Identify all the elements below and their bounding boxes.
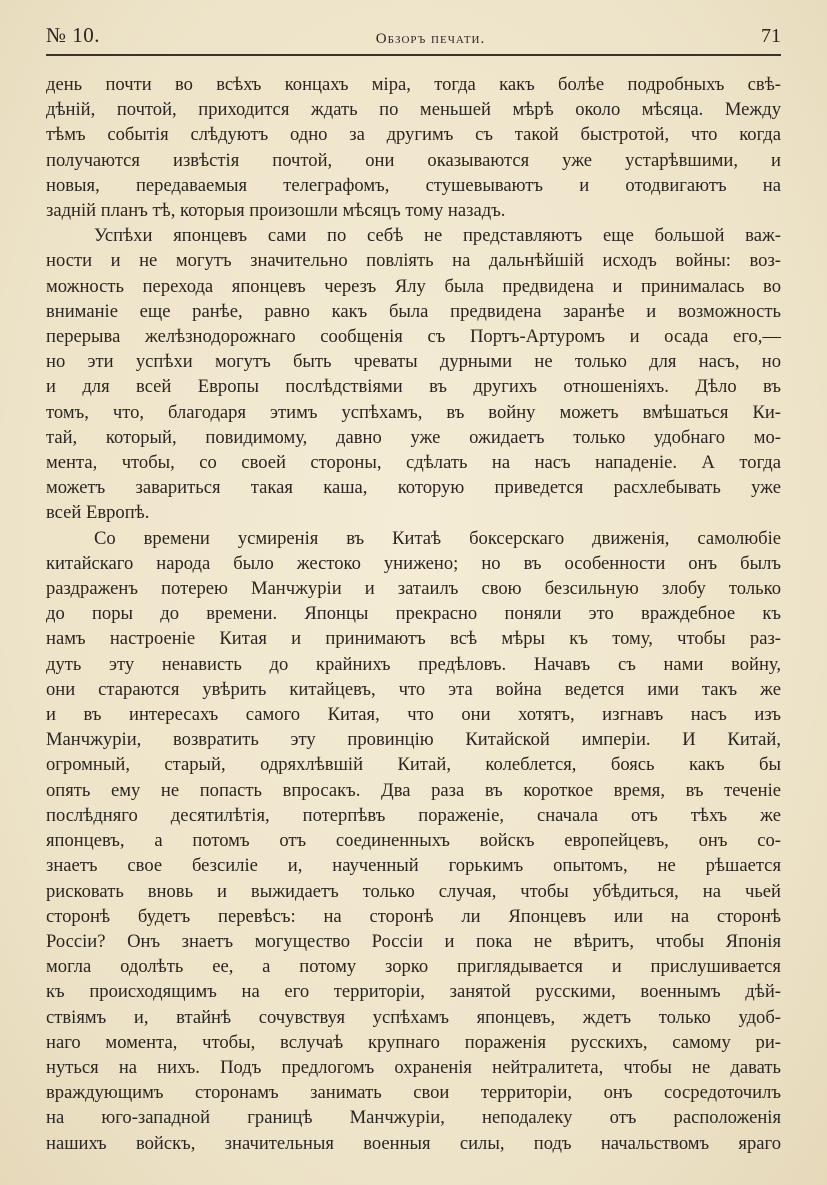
running-header (46, 18, 781, 56)
article-body (46, 72, 781, 1156)
text-line: раздраженъ потерею Манчжуріи и затаилъ свою безсильную злобу только (46, 578, 781, 600)
text-line: Со времени усмиренія въ Китаѣ боксерскаго движенія, самолюбіе (94, 527, 781, 549)
text-line: получаются извѣстія почтой, они оказываются уже устарѣвшими, и (46, 149, 781, 171)
text-line: нашихъ войскъ, значительныя военныя силы, подъ начальствомъ яраго (46, 1132, 781, 1154)
text-line: можность перехода японцевъ черезъ Ялу была предвидена и принималась во (46, 275, 781, 297)
text-line: можетъ завариться такая каша, которую приведется расхлебывать уже (46, 477, 781, 499)
text-line: до поры до времени. Японцы прекрасно поняли это враждебное къ (46, 603, 781, 625)
text-line: всей Европѣ. (46, 502, 150, 524)
text-line: послѣдняго десятилѣтія, потерпѣвъ пораженіе, сначала отъ тѣхъ же (46, 804, 781, 826)
text-line: и для всей Европы послѣдствіями въ другихъ отношеніяхъ. Дѣло въ (46, 376, 781, 398)
text-line: японцевъ, а потомъ отъ соединенныхъ войскъ европейцевъ, онъ со- (46, 830, 781, 852)
text-line: огромный, старый, одряхлѣвшій Китай, колеблется, боясь какъ бы (46, 754, 781, 776)
text-line: задній планъ тѣ, которыя произошли мѣсяцъ тому назадъ. (46, 200, 506, 222)
text-line: они стараются увѣрить китайцевъ, что эта война ведется ими такъ же (46, 678, 781, 700)
text-line: день почти во всѣхъ концахъ міра, тогда какъ болѣе подробныхъ свѣ- (46, 74, 781, 95)
text-line: наго момента, чтобы, вслучаѣ крупнаго пораженія русскихъ, самому ри- (46, 1031, 781, 1053)
page-number: 71 (761, 25, 781, 47)
text-line: китайскаго народа было жестоко унижено; но въ особенности онъ былъ (46, 552, 781, 574)
text-line: нуться на нихъ. Подъ предлогомъ охраненія нейтралитета, чтобы не давать (46, 1056, 781, 1078)
paragraph (46, 223, 781, 525)
text-line: опять ему не попасть впросакъ. Два раза въ короткое время, въ теченіе (46, 779, 781, 801)
paragraph (46, 72, 781, 223)
text-line: Манчжуріи, возвратить эту провинцію Китайской имперіи. И Китай, (46, 729, 781, 751)
text-line: томъ, что, благодаря этимъ успѣхамъ, въ войну можетъ вмѣшаться Ки- (46, 401, 781, 423)
text-line: но эти успѣхи могутъ быть чреваты дурными не только для насъ, но (46, 351, 781, 373)
text-line: и въ интересахъ самого Китая, что они хотятъ, изгнавъ насъ изъ (46, 704, 781, 726)
text-line: враждующимъ сторонамъ занимать свои территоріи, онъ сосредоточилъ (46, 1082, 781, 1104)
text-line: ности и не могутъ значительно повліять на дальнѣйшій исходъ войны: воз- (46, 250, 781, 272)
text-line: новыя, передаваемыя телеграфомъ, стушевываютъ и отодвигаютъ на (46, 174, 781, 196)
text-line: мента, чтобы, со своей стороны, сдѣлать на насъ нападеніе. А тогда (46, 452, 781, 474)
text-line: намъ настроеніе Китая и принимаютъ всѣ мѣры къ тому, чтобы раз- (46, 628, 781, 650)
text-line: Россіи? Онъ знаетъ могущество Россіи и пока не вѣритъ, чтобы Японія (46, 930, 781, 952)
text-line: вниманіе еще ранѣе, равно какъ была предвидена заранѣе и возможность (46, 300, 781, 322)
text-line: могла одолѣть ее, а потому зорко приглядывается и прислушивается (46, 956, 781, 978)
text-line: перерыва желѣзнодорожнаго сообщенія съ Портъ-Артуромъ и осада его,— (46, 326, 781, 348)
text-line: рисковать вновь и выжидаетъ только случая, чтобы убѣдиться, на чьей (46, 880, 781, 902)
paragraph (46, 526, 781, 1156)
text-line: тай, который, повидимому, давно уже ожидаетъ только удобнаго мо- (46, 426, 781, 448)
text-line: тѣмъ событія слѣдуютъ одно за другимъ съ такой быстротой, что когда (46, 124, 781, 146)
text-line: ствіямъ и, втайнѣ сочувствуя успѣхамъ японцевъ, ждетъ только удоб- (46, 1006, 781, 1028)
text-line: дѣній, почтой, приходится ждать по меньшей мѣрѣ около мѣсяца. Между (46, 99, 781, 121)
text-line: сторонѣ будетъ перевѣсъ: на сторонѣ ли Японцевъ или на сторонѣ (46, 905, 781, 927)
running-title: Обзоръ печати. (375, 31, 486, 47)
text-line: къ происходящимъ на его территоріи, занятой русскими, военнымъ дѣй- (46, 981, 781, 1003)
text-line: знаетъ свое безсиліе и, наученный горькимъ опытомъ, не рѣшается (46, 855, 781, 877)
text-line: дуть эту ненависть до крайнихъ предѣловъ. Начавъ съ нами войну, (46, 653, 781, 675)
text-line: на юго-западной границѣ Манчжуріи, неподалеку отъ расположенія (46, 1107, 781, 1129)
issue-number: № 10. (46, 23, 101, 47)
text-line: Успѣхи японцевъ сами по себѣ не представляютъ еще большой важ- (94, 225, 781, 247)
